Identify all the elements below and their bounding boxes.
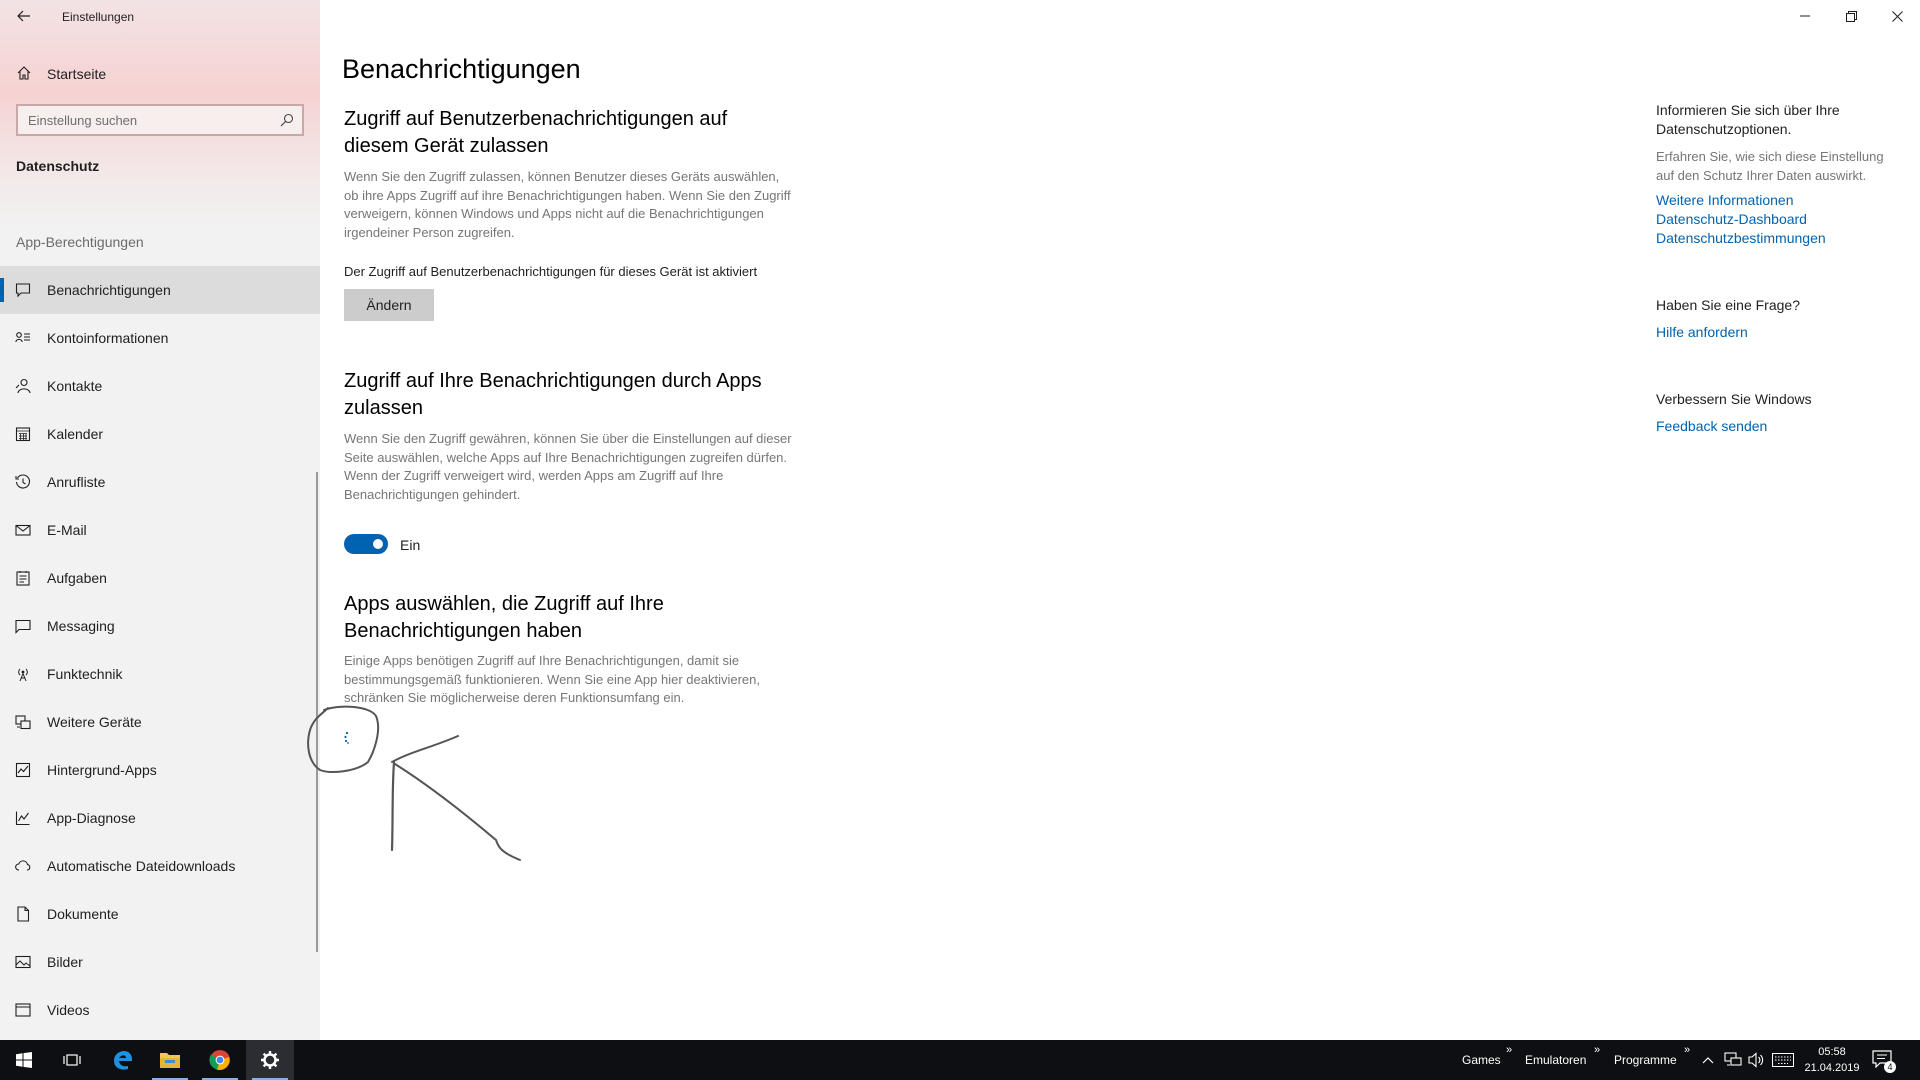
keyboard-icon[interactable]	[1772, 1053, 1794, 1067]
send-feedback-link[interactable]: Feedback senden	[1656, 418, 1768, 434]
restore-button[interactable]	[1828, 0, 1874, 32]
sidebar-item-label: Dokumente	[47, 906, 119, 922]
sidebar-item-label: Kontakte	[47, 378, 103, 394]
toolbar-programme-chevron-icon[interactable]: »	[1684, 1044, 1691, 1056]
taskbar	[0, 1040, 1920, 1080]
toolbar-games-chevron-icon[interactable]: »	[1506, 1044, 1513, 1056]
taskbar-edge-button[interactable]	[98, 1040, 146, 1080]
toolbar-games[interactable]: Games	[1462, 1053, 1501, 1067]
hand-drawn-annotation-circle-arrow	[300, 700, 540, 880]
tasks-icon	[15, 570, 31, 586]
privacy-dashboard-link[interactable]: Datenschutz-Dashboard	[1656, 211, 1807, 227]
question-title: Haben Sie eine Frage?	[1656, 297, 1800, 313]
minimize-icon	[1800, 11, 1810, 21]
sidebar-item-videos[interactable]	[0, 986, 320, 1034]
network-icon[interactable]	[1724, 1052, 1742, 1068]
privacy-section-title: Datenschutz	[16, 158, 100, 174]
section3-heading: Apps auswählen, die Zugriff auf Ihre Benachrichtigungen haben	[344, 593, 664, 642]
toolbar-emulatoren-chevron-icon[interactable]: »	[1594, 1044, 1601, 1056]
sidebar-item-label: Weitere Geräte	[47, 714, 142, 730]
mail-icon	[15, 522, 31, 538]
home-nav-item[interactable]	[0, 58, 320, 88]
show-hidden-icons-chevron-icon[interactable]	[1702, 1055, 1714, 1065]
sidebar-item-messaging[interactable]	[0, 602, 320, 650]
task-view-button[interactable]	[48, 1040, 96, 1080]
sidebar-item-aufgaben[interactable]	[0, 554, 320, 602]
sidebar-item-kontoinformationen[interactable]	[0, 314, 320, 362]
diagnostics-icon	[15, 810, 31, 826]
sidebar-item-label: Benachrichtigungen	[47, 282, 171, 298]
sidebar-item-label: Funktechnik	[47, 666, 123, 682]
devices-icon	[15, 714, 31, 730]
clock-time: 05:58	[1818, 1046, 1846, 1058]
sidebar-item-label: Bilder	[47, 954, 83, 970]
edge-browser-icon	[111, 1049, 133, 1071]
sidebar-item-bilder[interactable]	[0, 938, 320, 986]
gear-icon	[260, 1050, 280, 1070]
taskbar-chrome-button[interactable]	[196, 1040, 244, 1080]
app-permissions-group-label: App-Berechtigungen	[16, 234, 144, 250]
toolbar-emulatoren[interactable]: Emulatoren	[1525, 1053, 1587, 1067]
toolbar-programme[interactable]: Programme	[1614, 1053, 1677, 1067]
sidebar-item-label: Automatische Dateidownloads	[47, 858, 236, 874]
sidebar-item-label: Videos	[47, 1002, 90, 1018]
settings-search-box[interactable]	[16, 104, 304, 136]
clock-date: 21.04.2019	[1804, 1062, 1860, 1074]
page-title: Benachrichtigungen	[342, 54, 581, 84]
sidebar-nav	[0, 266, 320, 1034]
chrome-browser-icon	[209, 1049, 231, 1071]
volume-icon[interactable]	[1748, 1052, 1766, 1068]
sidebar-item-hintergrund-apps[interactable]	[0, 746, 320, 794]
privacy-options-title: Informieren Sie sich über Ihre Datenschutzoptionen.	[1656, 102, 1840, 137]
sidebar-item-app-diagnose[interactable]	[0, 794, 320, 842]
task-view-icon	[63, 1052, 81, 1068]
windows-logo-icon	[16, 1052, 32, 1068]
window-title: Einstellungen	[62, 10, 135, 24]
privacy-statement-link[interactable]: Datenschutzbestimmungen	[1656, 230, 1826, 246]
account-info-icon	[15, 330, 31, 346]
sidebar-item-label: E-Mail	[47, 522, 87, 538]
taskbar-settings-button[interactable]	[246, 1040, 294, 1080]
sidebar-item-label: App-Diagnose	[47, 810, 136, 826]
section1-description: Wenn Sie den Zugriff zulassen, können Benutzer dieses Geräts auswählen, ob ihre Apps Zugriff auf ihre Benachrichtigungen haben. Wenn Sie den Zugriff verweigern, können Windows und Apps nicht auf die Benachrichtigungen irgendeiner Person zugreifen.	[344, 169, 791, 240]
sidebar-item-kalender[interactable]	[0, 410, 320, 458]
sidebar-item-weitere-geraete[interactable]	[0, 698, 320, 746]
minimize-button[interactable]	[1782, 0, 1828, 32]
videos-icon	[15, 1002, 31, 1018]
sidebar-item-dokumente[interactable]	[0, 890, 320, 938]
system-clock[interactable]	[1800, 1044, 1864, 1076]
section2-description: Wenn Sie den Zugriff gewähren, können Sie über die Einstellungen auf dieser Seite auswählen, welche Apps auf Ihre Benachrichtigungen zugreifen dürfen. Wenn der Zugriff verweigert wird, werden Apps am Zugriff auf Ihre Benachrichtigungen gehindert.	[344, 431, 792, 502]
action-center-button[interactable]	[1872, 1050, 1896, 1072]
radio-icon	[15, 666, 31, 682]
contacts-icon	[15, 378, 31, 394]
app-notification-access-toggle[interactable]	[344, 534, 388, 554]
home-label: Startseite	[47, 66, 107, 82]
notification-count-badge: 4	[1884, 1061, 1896, 1073]
home-icon	[16, 65, 32, 81]
toggle-knob	[373, 539, 383, 549]
section1-heading: Zugriff auf Benutzerbenachrichtigungen auf diesem Gerät zulassen	[344, 108, 728, 157]
sidebar-item-kontakte[interactable]	[0, 362, 320, 410]
sidebar-item-benachrichtigungen[interactable]	[0, 266, 320, 314]
sidebar-item-e-mail[interactable]	[0, 506, 320, 554]
sidebar-item-label: Hintergrund-Apps	[47, 762, 157, 778]
message-icon	[15, 618, 31, 634]
change-button[interactable]: Ändern	[344, 289, 434, 321]
sidebar-item-label: Kalender	[47, 426, 104, 442]
history-icon	[15, 474, 31, 490]
toggle-state-label: Ein	[400, 537, 421, 553]
folder-icon	[159, 1051, 181, 1069]
back-arrow-icon	[17, 10, 31, 22]
background-apps-icon	[15, 762, 31, 778]
improve-windows-title: Verbessern Sie Windows	[1656, 391, 1812, 407]
close-button[interactable]	[1874, 0, 1920, 32]
taskbar-file-explorer-button[interactable]	[146, 1040, 194, 1080]
search-input[interactable]	[28, 111, 268, 129]
calendar-icon	[15, 426, 31, 442]
sidebar-item-anrufliste[interactable]	[0, 458, 320, 506]
back-button[interactable]	[12, 4, 36, 28]
sidebar-item-label: Kontoinformationen	[47, 330, 169, 346]
document-icon	[15, 906, 31, 922]
sidebar-item-label: Messaging	[47, 618, 115, 634]
sidebar-item-funktechnik[interactable]	[0, 650, 320, 698]
cloud-download-icon	[15, 858, 31, 874]
privacy-options-description: Erfahren Sie, wie sich diese Einstellung auf den Schutz Ihrer Daten auswirkt.	[1656, 149, 1884, 183]
more-info-link[interactable]: Weitere Informationen	[1656, 192, 1794, 208]
section3-description: Einige Apps benötigen Zugriff auf Ihre Benachrichtigungen, damit sie bestimmungsgemäß funktionieren. Wenn Sie eine App hier deaktivieren, schränken Sie möglicherweise deren Funktionsumfang ein.	[344, 653, 760, 705]
sidebar-item-automatische-dateidownloads[interactable]	[0, 842, 320, 890]
sidebar	[0, 0, 320, 1040]
sidebar-item-label: Anrufliste	[47, 474, 106, 490]
get-help-link[interactable]: Hilfe anfordern	[1656, 324, 1748, 340]
close-icon	[1892, 11, 1903, 22]
section2-heading: Zugriff auf Ihre Benachrichtigungen durch Apps zulassen	[344, 370, 762, 419]
start-button[interactable]	[0, 1040, 48, 1080]
notification-icon	[15, 282, 31, 298]
pictures-icon	[15, 954, 31, 970]
restore-icon	[1846, 11, 1857, 22]
search-icon[interactable]	[280, 113, 294, 127]
device-access-status: Der Zugriff auf Benutzerbenachrichtigungen für dieses Gerät ist aktiviert	[344, 264, 758, 279]
sidebar-item-label: Aufgaben	[47, 570, 107, 586]
